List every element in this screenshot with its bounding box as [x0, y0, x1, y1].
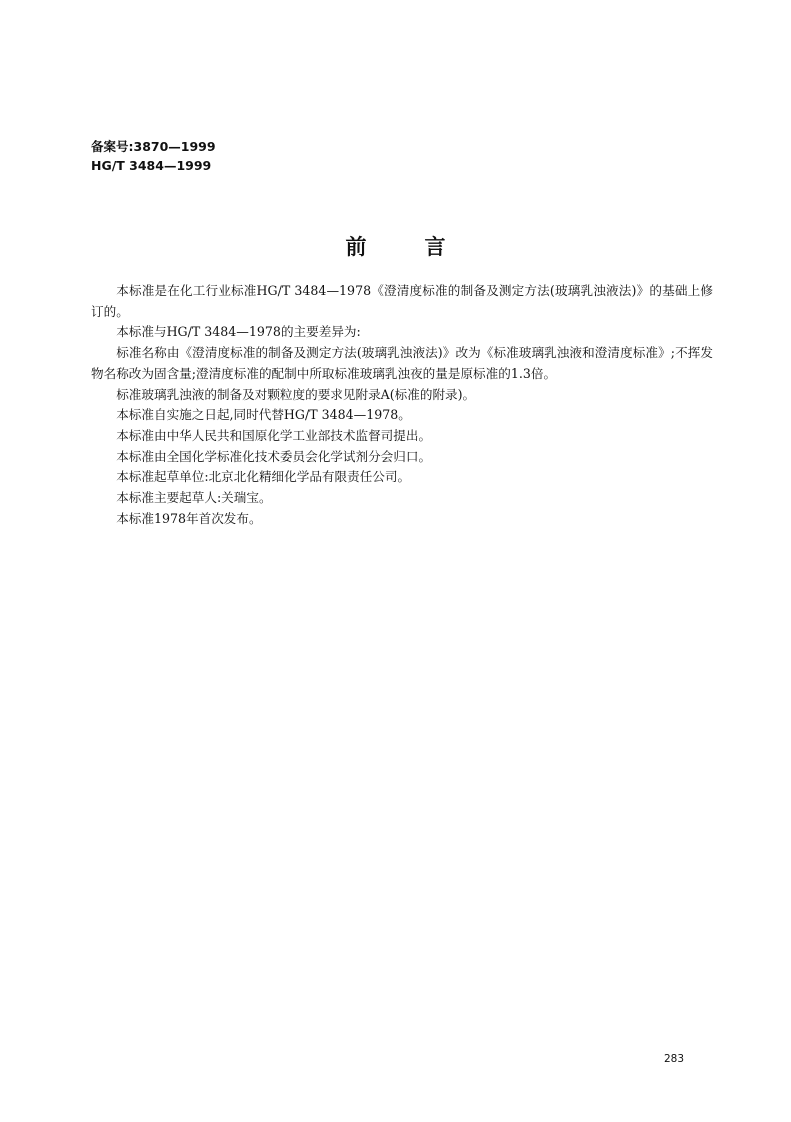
- paragraph: 标准名称由《澄清度标准的制备及测定方法(玻璃乳浊液法)》改为《标准玻璃乳浊液和澄清度标准》;不挥发物名称改为固含量;澄清度标准的配制中所取标准玻璃乳浊夜的量是原标准的1.3倍。: [91, 345, 713, 381]
- paragraph: 本标准1978年首次发布。: [116, 510, 262, 526]
- paragraph: 本标准由中华人民共和国原化学工业部技术监督司提出。: [116, 427, 432, 443]
- foreword-body: [91, 281, 713, 529]
- paragraph: 本标准主要起草人:关瑞宝。: [116, 490, 272, 506]
- paragraph: 标准玻璃乳浊液的制备及对颗粒度的要求见附录A(标准的附录)。: [116, 386, 476, 402]
- record-number: 备案号:3870—1999: [91, 139, 216, 154]
- page-title: 前言: [345, 234, 504, 259]
- standard-code: HG/T 3484—1999: [91, 158, 212, 173]
- paragraph: 本标准由全国化学标准化技术委员会化学试剂分会归口。: [116, 448, 432, 464]
- document-header: [91, 137, 216, 175]
- paragraph: 本标准是在化工行业标准HG/T 3484—1978《澄清度标准的制备及测定方法(玻璃乳浊液法)》的基础上修订的。: [91, 283, 713, 319]
- page-number: 283: [664, 1053, 685, 1065]
- paragraph: 本标准起草单位:北京北化精细化学品有限责任公司。: [116, 469, 411, 485]
- paragraph: 本标准自实施之日起,同时代替HG/T 3484—1978。: [116, 407, 411, 423]
- paragraph: 本标准与HG/T 3484—1978的主要差异为:: [116, 324, 361, 340]
